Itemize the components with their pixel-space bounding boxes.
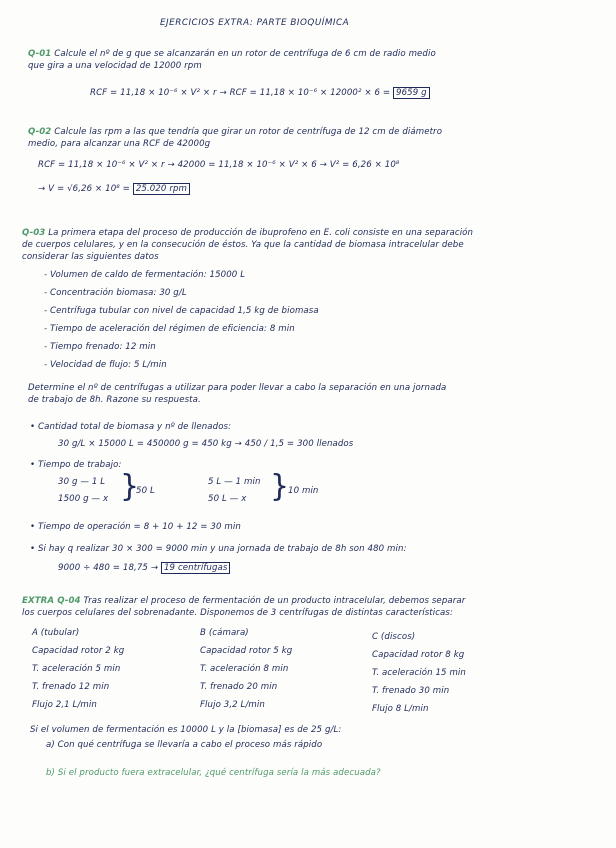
q1-line-1 [28,49,436,60]
q4-col-a-item: T. aceleración 5 min [32,664,121,674]
q4-text-2: los cuerpos celulares del sobrenadante. Disponemos de 3 centrífugas de distintas características: [22,608,453,618]
q4-tag: EXTRA Q-04 [22,596,81,606]
q3-item: - Velocidad de flujo: 5 L/min [44,360,167,370]
q3-item: - Tiempo de aceleración del régimen de eficiencia: 8 min [44,324,295,334]
q4-followup-1: Si el volumen de fermentación es 10000 L y la [biomasa] es de 25 g/L: [30,725,342,735]
q2-text-1: Calcule las rpm a las que tendría que girar un rotor de centrífuga de 12 cm de diámetro [54,127,443,137]
q1-text-1: Calcule el nº de g que se alcanzarán en un rotor de centrífuga de 6 cm de radio medio [54,49,436,59]
q3-rule-a-result: 50 L [136,486,155,496]
q3-eq4: 9000 ÷ 480 = 18,75 → [58,563,159,573]
q1-tag: Q-01 [28,49,52,59]
q3-rule-a-1: 30 g — 1 L [58,477,106,487]
brace-icon: } [120,469,140,504]
q3-step-1: • Cantidad total de biomasa y nº de llenados: [30,422,232,432]
q2-answer-box: 25.020 rpm [133,183,190,195]
q3-item: - Centrífuga tubular con nivel de capacidad 1,5 kg de biomasa [44,306,319,316]
q4-followup-3: b) Si el producto fuera extracelular, ¿qué centrífuga sería la más adecuada? [46,768,381,778]
q3-step-4: • Si hay q realizar 30 × 300 = 9000 min y una jornada de trabajo de 8h son 480 min: [30,544,407,554]
q3-line-1 [22,228,473,239]
q1-text-2: que gira a una velocidad de 12000 rpm [28,61,202,71]
q4-col-b-item: T. frenado 20 min [200,682,278,692]
q3-text-1: La primera etapa del proceso de producción de ibuprofeno en E. coli consiste en una separación [48,228,474,238]
q2-equation-2 [38,184,190,195]
q3-ask-2: de trabajo de 8h. Razone su respuesta. [28,395,201,405]
q3-tag: Q-03 [22,228,46,238]
q3-rule-b-1: 5 L — 1 min [208,477,261,487]
q4-col-a-item: Capacidad rotor 2 kg [32,646,125,656]
q4-col-b-item: Flujo 3,2 L/min [200,700,265,710]
q3-rule-b-2: 50 L — x [208,494,247,504]
brace-icon: } [270,469,290,504]
q3-step-4-eq [58,563,230,574]
q3-item: - Volumen de caldo de fermentación: 15000 L [44,270,246,280]
q3-ask-1: Determine el nº de centrífugas a utilizar para poder llevar a cabo la separación en una jornada [28,383,447,393]
q1-answer-box: 9659 g [393,87,430,99]
q4-col-c-item: T. frenado 30 min [372,686,450,696]
q2-line-1 [28,127,442,138]
q2-eq2: → V = √6,26 × 10⁸ = [38,184,130,194]
page-title: EJERCICIOS EXTRA: PARTE BIOQUÍMICA [160,18,350,28]
q3-text-3: considerar las siguientes datos [22,252,159,262]
q4-col-c-head: C (discos) [372,632,416,642]
q4-col-c-item: T. aceleración 15 min [372,668,466,678]
q4-col-b-item: T. aceleración 8 min [200,664,289,674]
q4-col-c-item: Flujo 8 L/min [372,704,429,714]
q3-text-2: de cuerpos celulares, y en la consecución de éstos. Ya que la cantidad de biomasa intracelular debe [22,240,464,250]
q3-rule-b-result: 10 min [288,486,319,496]
q1-eq: RCF = 11,18 × 10⁻⁶ × V² × r → RCF = 11,18 × 10⁻⁶ × 12000² × 6 = [90,88,391,98]
q4-col-a-item: T. frenado 12 min [32,682,110,692]
q4-col-a-item: Flujo 2,1 L/min [32,700,97,710]
q3-step-3: • Tiempo de operación = 8 + 10 + 12 = 30 min [30,522,241,532]
q3-rule-a-2: 1500 g — x [58,494,109,504]
q1-equation [90,88,430,99]
q4-col-c-item: Capacidad rotor 8 kg [372,650,465,660]
q4-text-1: Tras realizar el proceso de fermentación de un producto intracelular, debemos separar [83,596,466,606]
q2-equation-1: RCF = 11,18 × 10⁻⁶ × V² × r → 42000 = 11,18 × 10⁻⁶ × V² × 6 → V² = 6,26 × 10⁸ [38,160,400,170]
q3-item: - Tiempo frenado: 12 min [44,342,156,352]
q3-step-1-eq: 30 g/L × 15000 L = 450000 g = 450 kg → 450 / 1,5 = 300 llenados [58,439,354,449]
q2-tag: Q-02 [28,127,52,137]
q4-col-b-head: B (cámara) [200,628,249,638]
q3-step-2: • Tiempo de trabajo: [30,460,122,470]
q4-line-1 [22,596,465,607]
q4-col-a-head: A (tubular) [32,628,80,638]
q4-col-b-item: Capacidad rotor 5 kg [200,646,293,656]
q3-answer-box: 19 centrífugas [161,562,231,574]
q4-followup-2: a) Con qué centrífuga se llevaría a cabo el proceso más rápido [46,740,323,750]
q2-text-2: medio, para alcanzar una RCF de 42000g [28,139,211,149]
q3-item: - Concentración biomasa: 30 g/L [44,288,187,298]
